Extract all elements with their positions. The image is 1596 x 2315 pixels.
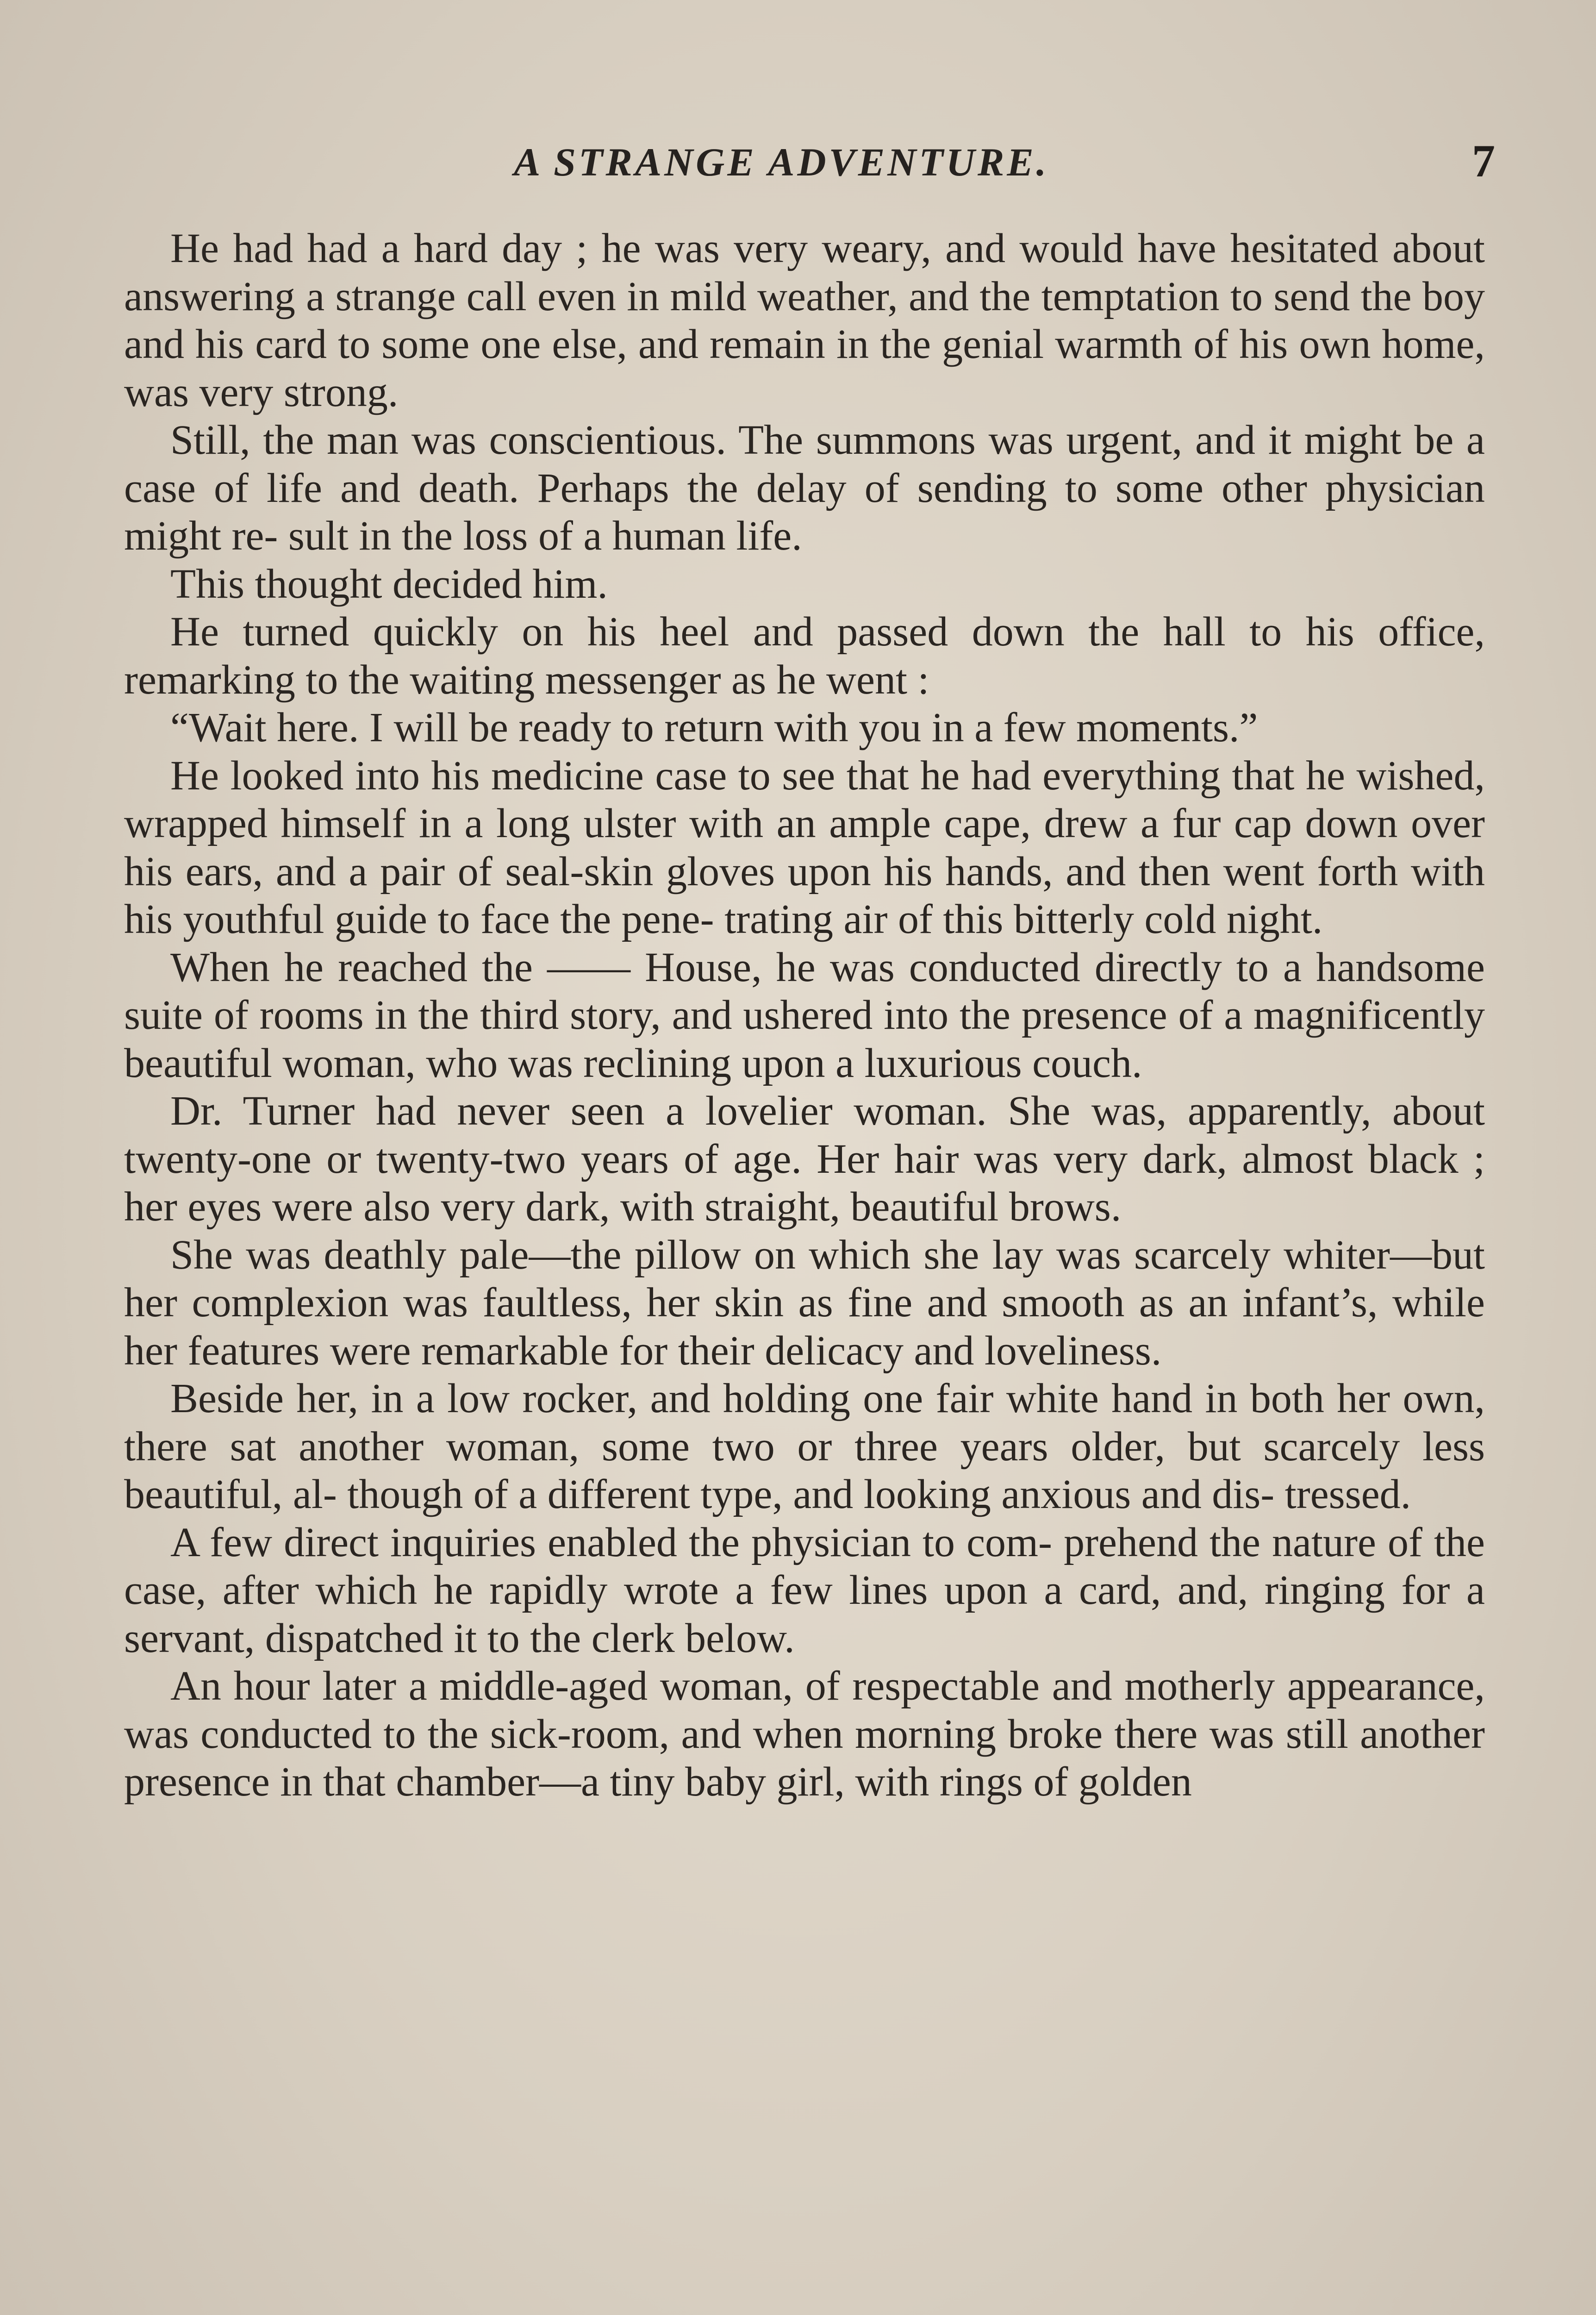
paragraph: Still, the man was conscientious. The summons was urgent, and it might be a case of life and death. Perhaps the delay of sending to some other physician might re- sult in the loss of a human life. xyxy=(124,417,1485,559)
page-header xyxy=(125,134,1495,190)
page-number: 7 xyxy=(1472,135,1495,187)
paragraph: A few direct inquiries enabled the physician to com- prehend the nature of the case, after which he rapidly wrote a few lines upon a card, and, ringing for a servant, dispatched it to the clerk below. xyxy=(124,1519,1485,1661)
paragraph: Dr. Turner had never seen a lovelier woman. She was, apparently, about twenty-one or twenty-two years of age. Her hair was very dark, almost black ; her eyes were also very dark, with straight, beautiful brows. xyxy=(124,1088,1485,1230)
paragraph: Beside her, in a low rocker, and holding one fair white hand in both her own, there sat another woman, some two or three years older, but scarcely less beautiful, al- though of a different type, and looking anxious and dis- tressed. xyxy=(124,1376,1485,1517)
paragraph: When he reached the —— House, he was conducted directly to a handsome suite of rooms in the third story, and ushered into the presence of a magnificently beautiful woman, who was reclining upon a luxurious couch. xyxy=(124,944,1485,1086)
paragraph: She was deathly pale—the pillow on which she lay was scarcely whiter—but her complexion was faultless, her skin as fine and smooth as an infant’s, while her features were remarkable for their delicacy and loveliness. xyxy=(124,1232,1485,1374)
paragraph: He turned quickly on his heel and passed down the hall to his office, remarking to the waiting messenger as he went : xyxy=(124,609,1485,703)
paragraph: “Wait here. I will be ready to return with you in a few moments.” xyxy=(170,705,1258,751)
running-title: A STRANGE ADVENTURE. xyxy=(514,140,1049,184)
paragraph: He looked into his medicine case to see that he had everything that he wished, wrapped himself in a long ulster with an ample cape, drew a fur cap down over his ears, and a pair of seal-skin gloves upon his hands, and then went forth with his youthful guide to face the pene- trating air of this bitterly cold night. xyxy=(124,752,1485,942)
paragraph: This thought decided him. xyxy=(170,561,608,607)
paragraph: He had had a hard day ; he was very weary, and would have hesitated about answering a strange call even in mild weather, and the temptation to send the boy and his card to some one else, and remain in the genial warmth of his own home, was very strong. xyxy=(124,225,1485,415)
paragraph: An hour later a middle-aged woman, of respectable and motherly appearance, was conducted to the sick-room, and when morning broke there was still another presence in that chamber—a tiny baby girl, with rings of golden xyxy=(124,1663,1485,1805)
body-text xyxy=(124,225,1485,1806)
